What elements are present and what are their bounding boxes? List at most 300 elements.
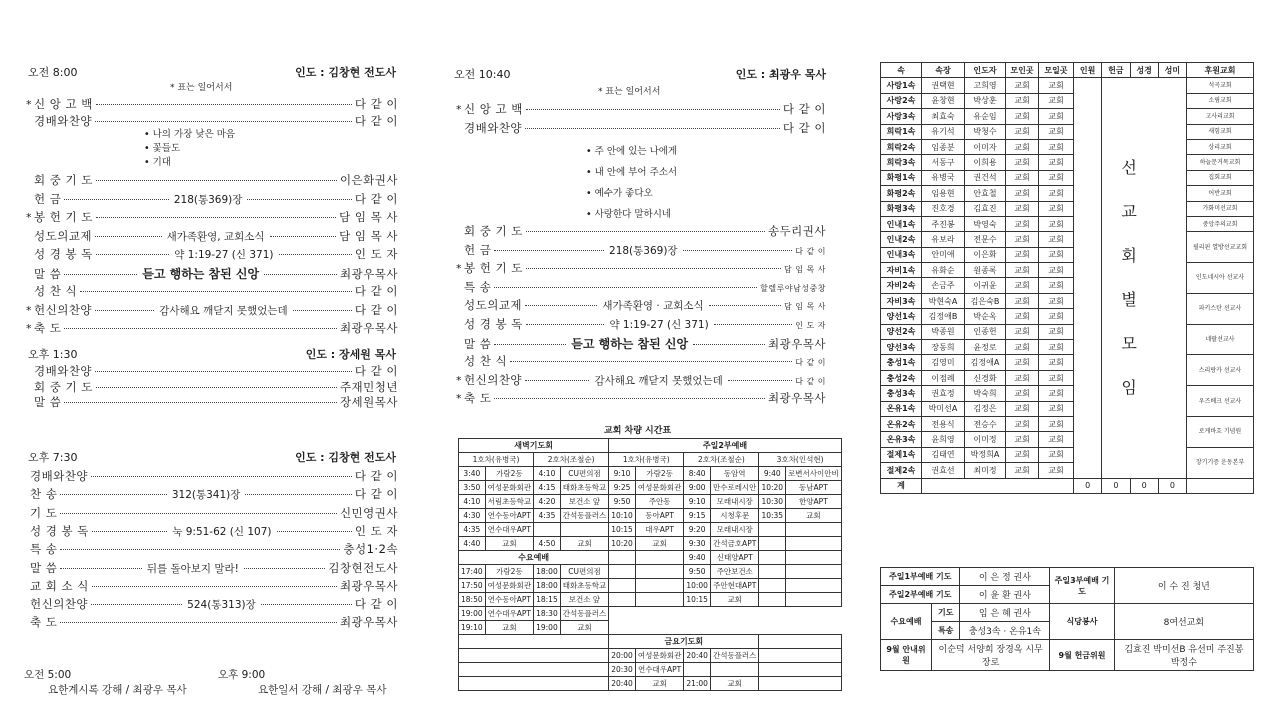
standing-mark: * xyxy=(26,98,32,111)
schedule-cell: 17:50 xyxy=(459,579,486,593)
schedule-cell: 3호차(인석현) xyxy=(759,453,841,467)
order-row xyxy=(26,172,398,189)
roster-cell: 이미자 xyxy=(965,139,1006,154)
schedule-cell: 10:00 xyxy=(684,579,711,593)
roster-cell: 교회 xyxy=(1006,386,1039,401)
order-person: 인 도 자 xyxy=(795,321,827,330)
roster-cell: 교회 xyxy=(1039,370,1074,385)
schedule-cell: 여성문화회관 xyxy=(485,481,533,495)
schedule-cell: 주일2부예배 xyxy=(609,439,842,453)
duty-cell: 주일1부예배 기도 xyxy=(881,568,960,586)
roster-header: 성미 xyxy=(1158,63,1186,78)
leader-dots xyxy=(96,180,337,181)
order-row xyxy=(26,228,398,245)
order-person: 최광우목사 xyxy=(767,336,827,351)
roster-cell: 사랑1속 xyxy=(881,78,922,93)
schedule-cell: 태화초등학교 xyxy=(560,579,608,593)
schedule-cell: 4:35 xyxy=(534,509,561,523)
order-person: 김창현전도사 xyxy=(328,560,398,575)
duty-cell: 식당봉사 xyxy=(1050,604,1114,640)
schedule-cell: 20:00 xyxy=(609,649,636,663)
praise-song-list xyxy=(586,141,677,225)
schedule-cell: 3:40 xyxy=(459,467,486,481)
roster-cell: 김태연 xyxy=(922,447,965,462)
order-label: 특 송 xyxy=(30,542,58,557)
roster-cell: 윤정로 xyxy=(965,340,1006,355)
roster-cell: 김정은 xyxy=(965,401,1006,416)
order-label: 성 경 봉 독 xyxy=(30,523,89,538)
leader-dots xyxy=(728,380,792,381)
schedule-cell: 9:40 xyxy=(759,467,786,481)
service-header-1040am xyxy=(454,66,826,82)
order-person: 최광우목사 xyxy=(339,321,398,335)
order-person: 다 같 이 xyxy=(354,469,398,483)
roster-row xyxy=(881,232,1254,247)
order-row xyxy=(30,578,398,595)
schedule-row xyxy=(459,565,842,579)
order-row xyxy=(456,279,826,296)
schedule-cell: 여성문화회관 xyxy=(635,481,683,495)
duty-row xyxy=(881,640,1254,671)
duty-roster-table xyxy=(880,567,1254,671)
schedule-cell xyxy=(759,523,786,537)
total-cell: 0 xyxy=(1074,478,1102,493)
roster-row xyxy=(881,355,1254,370)
order-row xyxy=(456,390,826,407)
service-header-8am xyxy=(28,64,396,80)
leader-dots xyxy=(494,398,765,399)
order-label: 회 중 기 도 xyxy=(34,379,93,394)
schedule-cell xyxy=(560,523,608,537)
roster-cell: 온유2속 xyxy=(881,416,922,431)
schedule-cell: 교회 xyxy=(560,621,608,635)
order-row xyxy=(34,363,398,380)
leader-dots xyxy=(60,494,166,495)
order-detail: 듣고 행하는 참된 신앙 xyxy=(571,336,689,351)
schedule-row xyxy=(459,453,842,467)
duty-cell: 기도 xyxy=(931,604,960,622)
footer-time: 오후 9:00 xyxy=(218,669,266,681)
roster-cell: 교회 xyxy=(1006,355,1039,370)
order-detail: 약 1:19-27 (신 371) xyxy=(609,319,709,331)
leader-dots xyxy=(95,121,352,122)
schedule-cell: 10:30 xyxy=(759,495,786,509)
leader-dots xyxy=(92,531,167,532)
roster-cell: 교회 xyxy=(1039,309,1074,324)
schedule-cell: 10:35 xyxy=(759,509,786,523)
schedule-cell: 9:15 xyxy=(684,509,711,523)
order-row xyxy=(34,394,398,411)
roster-cell: 교회 xyxy=(1039,324,1074,339)
order-label: 경배와찬양 xyxy=(30,469,89,483)
praise-song: • 예수가 좋다오 xyxy=(586,183,677,204)
praise-song: • 내 안에 부어 주소서 xyxy=(586,162,677,183)
order-label: 봉 헌 기 도 xyxy=(464,261,523,276)
service-time: 오전 10:40 xyxy=(454,68,511,81)
schedule-cell: 4:15 xyxy=(534,481,561,495)
order-detail: 감사해요 깨닫지 못했었는데 xyxy=(594,374,723,387)
schedule-cell: 17:40 xyxy=(459,565,486,579)
order-label: 성도의교제 xyxy=(464,298,523,313)
roster-cell: 교회 xyxy=(1006,263,1039,278)
roster-cell: 유보라 xyxy=(922,232,965,247)
praise-song: • 사랑한다 말하시네 xyxy=(586,204,677,225)
order-person: 할렐루야남성중창 xyxy=(760,283,826,293)
service-header-130pm xyxy=(28,346,396,362)
roster-row xyxy=(881,170,1254,185)
schedule-row xyxy=(459,523,842,537)
schedule-cell xyxy=(786,579,842,593)
leader-dots xyxy=(510,361,792,362)
schedule-cell: 신태양APT xyxy=(710,551,758,565)
schedule-cell: 동아APT xyxy=(635,509,683,523)
schedule-cell: 1호차(유병국) xyxy=(459,453,534,467)
roster-cell: 김정애A xyxy=(965,355,1006,370)
schedule-cell: 2호차(조철순) xyxy=(684,453,759,467)
leader-dots xyxy=(526,109,780,110)
order-label: 특 송 xyxy=(464,279,492,294)
roster-cell: 교회 xyxy=(1039,263,1074,278)
leader-dots xyxy=(709,305,781,306)
leader-dots xyxy=(95,236,162,237)
schedule-cell: 주안보건소 xyxy=(710,565,758,579)
order-label: 찬 송 xyxy=(30,487,58,502)
leader-dots xyxy=(247,199,351,200)
night-service-footer xyxy=(218,668,386,698)
leader-dots xyxy=(525,128,780,129)
order-row xyxy=(456,372,826,389)
leader-dots xyxy=(91,476,352,477)
schedule-row xyxy=(459,607,842,621)
order-row xyxy=(30,468,398,485)
supported-church: 필리핀 열방선교교회 xyxy=(1187,232,1254,263)
praise-song: • 꽃들도 xyxy=(144,142,235,156)
roster-cell: 교회 xyxy=(1006,370,1039,385)
schedule-cell xyxy=(759,537,786,551)
order-detail: 감사해요 깨닫지 못했었는데 xyxy=(159,304,288,317)
schedule-cell: 9:00 xyxy=(684,481,711,495)
leader-dots xyxy=(60,549,340,550)
order-person: 이은화권사 xyxy=(339,173,398,187)
roster-cell: 교회 xyxy=(1006,293,1039,308)
roster-cell: 희락1속 xyxy=(881,124,922,139)
service-header-730pm xyxy=(28,449,396,465)
roster-cell: 교회 xyxy=(1006,124,1039,139)
schedule-cell: 4:10 xyxy=(459,495,486,509)
roster-cell: 인내3속 xyxy=(881,247,922,262)
roster-cell: 교회 xyxy=(1039,109,1074,124)
roster-header: 인도자 xyxy=(965,63,1006,78)
leader-dots xyxy=(526,231,765,232)
schedule-cell xyxy=(759,663,841,677)
mission-char: 임 xyxy=(1121,377,1137,397)
schedule-cell: 18:00 xyxy=(534,579,561,593)
roster-cell: 충성2속 xyxy=(881,370,922,385)
order-row xyxy=(26,246,398,263)
schedule-cell: 9:40 xyxy=(684,551,711,565)
roster-cell: 교회 xyxy=(1006,170,1039,185)
schedule-cell: 9:50 xyxy=(684,565,711,579)
roster-cell: 교회 xyxy=(1039,340,1074,355)
schedule-cell xyxy=(786,565,842,579)
schedule-row xyxy=(459,537,842,551)
roster-row xyxy=(881,416,1254,431)
schedule-cell xyxy=(609,593,636,607)
order-person: 충성1·2속 xyxy=(343,542,398,557)
supported-church: 스리랑카 선교사 xyxy=(1187,355,1254,386)
order-label: 말 씀 xyxy=(34,266,62,281)
leader-dots xyxy=(525,305,597,306)
order-label: 축 도 xyxy=(464,391,492,406)
standing-mark: * xyxy=(456,103,462,116)
order-label: 기 도 xyxy=(30,505,58,520)
roster-cell: 고희영 xyxy=(965,78,1006,93)
schedule-cell xyxy=(459,635,609,649)
schedule-cell: 2호차(조철순) xyxy=(534,453,609,467)
mission-char: 선 xyxy=(1121,157,1137,177)
order-person: 다 같 이 xyxy=(354,364,398,378)
duty-cell: 이 은 정 권사 xyxy=(960,568,1050,586)
schedule-cell: 교회 xyxy=(485,621,533,635)
schedule-cell xyxy=(609,607,842,635)
duty-cell: 특송 xyxy=(931,622,960,640)
schedule-cell xyxy=(609,579,636,593)
schedule-cell: 교회 xyxy=(635,677,683,691)
roster-cell: 교회 xyxy=(1039,416,1074,431)
supported-church: 네팔선교사 xyxy=(1187,324,1254,355)
roster-row xyxy=(881,124,1254,139)
roster-cell: 주진봉 xyxy=(922,216,965,231)
duty-cell: 주일3부예배 기도 xyxy=(1050,568,1114,604)
schedule-cell xyxy=(759,649,841,663)
roster-cell: 교회 xyxy=(1039,278,1074,293)
leader-dots xyxy=(494,250,604,251)
roster-cell: 최미정 xyxy=(965,463,1006,478)
order-row xyxy=(456,260,826,277)
leader-dots xyxy=(64,328,337,329)
order-person: 담 임 목 사 xyxy=(339,228,399,243)
duty-cell: 이 수 진 청년 xyxy=(1114,568,1253,604)
roster-cell: 교회 xyxy=(1039,463,1074,478)
schedule-row xyxy=(459,677,842,691)
order-person: 최광우목사 xyxy=(339,615,398,630)
schedule-cell: 교회 xyxy=(560,537,608,551)
total-cell: 0 xyxy=(1130,478,1158,493)
roster-header: 후원교회 xyxy=(1187,63,1254,78)
footer-desc: 요한일서 강해 / 최광우 목사 xyxy=(258,684,387,696)
roster-cell: 김효진 xyxy=(965,201,1006,216)
supported-church: 우즈베크 선교사 xyxy=(1187,386,1254,417)
order-label: 헌신의찬양 xyxy=(30,597,89,612)
order-detail: 312(통341)장 xyxy=(171,489,241,502)
leader-dots xyxy=(92,586,337,587)
duty-cell: 이순덕 서양희 장경옥 시무장로 xyxy=(931,640,1049,671)
order-person: 담 임 목 사 xyxy=(783,302,826,312)
roster-cell: 교회 xyxy=(1006,109,1039,124)
leader-dots xyxy=(64,402,337,403)
order-label: 신 앙 고 백 xyxy=(34,97,93,111)
roster-cell: 박영숙 xyxy=(965,216,1006,231)
service-time: 오후 1:30 xyxy=(28,348,78,361)
roster-header: 헌금 xyxy=(1102,63,1130,78)
roster-cell: 교회 xyxy=(1006,324,1039,339)
roster-cell: 박청수 xyxy=(965,124,1006,139)
bus-schedule-table xyxy=(458,438,842,691)
roster-cell: 전문수 xyxy=(965,232,1006,247)
leader-dots xyxy=(96,254,169,255)
order-label: 신 앙 고 백 xyxy=(464,102,523,116)
order-person: 인 도 자 xyxy=(354,247,398,261)
schedule-cell: 4:40 xyxy=(459,537,486,551)
duty-cell: 8여선교회 xyxy=(1114,604,1253,640)
supported-church: 가화미선교회 xyxy=(1187,201,1254,216)
roster-cell: 교회 xyxy=(1006,463,1039,478)
order-label: 헌 금 xyxy=(34,191,62,206)
order-row xyxy=(26,96,398,113)
schedule-cell: 18:50 xyxy=(459,593,486,607)
roster-row xyxy=(881,201,1254,216)
roster-row xyxy=(881,263,1254,278)
order-person: 주재민청년 xyxy=(339,379,398,394)
leader-dots xyxy=(245,494,351,495)
roster-header-row xyxy=(881,63,1254,78)
standing-mark: * xyxy=(26,322,32,335)
order-person: 담 임 목 사 xyxy=(339,210,398,224)
supported-church: 로게바흐 기념원 xyxy=(1187,416,1254,447)
order-detail: 눅 9:51-62 (신 107) xyxy=(172,525,272,538)
roster-row xyxy=(881,155,1254,170)
schedule-cell xyxy=(759,565,786,579)
order-person: 다 같 이 xyxy=(795,358,826,368)
schedule-cell: 19:10 xyxy=(459,621,486,635)
leader-dots xyxy=(96,387,337,388)
schedule-cell: 9:10 xyxy=(609,467,636,481)
order-row xyxy=(26,283,398,300)
order-person: 송두리권사 xyxy=(767,224,826,238)
schedule-cell: 주안동 xyxy=(635,495,683,509)
schedule-cell xyxy=(459,663,609,677)
roster-cell: 교회 xyxy=(1039,401,1074,416)
roster-cell: 교회 xyxy=(1006,232,1039,247)
schedule-cell: 10:15 xyxy=(609,523,636,537)
schedule-cell xyxy=(459,677,609,691)
schedule-cell: 대우APT xyxy=(635,523,683,537)
roster-cell: 이귀윤 xyxy=(965,278,1006,293)
duty-cell: 이 윤 환 권사 xyxy=(960,586,1050,604)
roster-cell: 화평1속 xyxy=(881,170,922,185)
roster-cell: 안효철 xyxy=(965,186,1006,201)
total-cell: 0 xyxy=(1158,478,1186,493)
order-label: 헌신의찬양 xyxy=(34,302,93,317)
schedule-cell: 간석금호APT xyxy=(710,537,758,551)
roster-cell: 교회 xyxy=(1006,201,1039,216)
order-label: 회 중 기 도 xyxy=(464,224,523,238)
duty-cell: 9월 헌금위원 xyxy=(1050,640,1114,671)
order-detail: 218(통369)장 xyxy=(173,193,243,206)
schedule-cell xyxy=(534,523,561,537)
standing-mark: * xyxy=(26,303,32,317)
order-person: 다 같 이 xyxy=(782,102,826,116)
schedule-row xyxy=(459,495,842,509)
supported-church: 집회교회 xyxy=(1187,170,1254,185)
schedule-cell: 10:20 xyxy=(609,537,636,551)
order-label: 봉 헌 기 도 xyxy=(34,210,93,224)
order-person: 장세원목사 xyxy=(339,395,398,409)
mission-char: 모 xyxy=(1121,333,1137,353)
order-person: 최광우목사 xyxy=(339,266,399,281)
standing-mark: * xyxy=(456,373,462,387)
roster-cell: 자비3속 xyxy=(881,293,922,308)
order-label: 회 중 기 도 xyxy=(34,173,93,187)
supported-church: 상리교회 xyxy=(1187,139,1254,154)
schedule-cell: 20:30 xyxy=(609,663,636,677)
roster-cell: 임용현 xyxy=(922,186,965,201)
roster-cell: 절제2속 xyxy=(881,463,922,478)
roster-cell: 인내1속 xyxy=(881,216,922,231)
supported-church: 장기기증 운동본부 xyxy=(1187,447,1254,478)
roster-cell: 인내2속 xyxy=(881,232,922,247)
mission-label xyxy=(1102,78,1187,478)
roster-row xyxy=(881,293,1254,308)
schedule-row xyxy=(459,509,842,523)
schedule-cell: 8:40 xyxy=(684,467,711,481)
roster-cell: 교회 xyxy=(1006,309,1039,324)
order-row xyxy=(456,120,826,137)
roster-cell: 양선3속 xyxy=(881,340,922,355)
order-label: 성 찬 식 xyxy=(464,354,508,369)
schedule-cell: 간석동플러스 xyxy=(560,607,608,621)
schedule-cell: 교회 xyxy=(710,677,758,691)
roster-cell: 교회 xyxy=(1006,416,1039,431)
order-label: 성도의교제 xyxy=(34,228,93,243)
schedule-cell: 주안현대APT xyxy=(710,579,758,593)
order-detail: 약 1:19-27 (신 371) xyxy=(174,249,274,261)
roster-cell: 인종헌 xyxy=(965,324,1006,339)
service-time: 오후 7:30 xyxy=(28,451,78,464)
leader-dots xyxy=(95,310,154,311)
schedule-cell xyxy=(710,663,758,677)
roster-cell: 박숙희 xyxy=(965,386,1006,401)
schedule-cell: 9:20 xyxy=(684,523,711,537)
schedule-cell: 연수대우APT xyxy=(485,607,533,621)
duty-cell: 수요예배 xyxy=(881,604,932,640)
roster-header: 속장 xyxy=(922,63,965,78)
roster-cell: 교회 xyxy=(1039,216,1074,231)
leader-dots xyxy=(683,250,793,251)
roster-cell: 손금주 xyxy=(922,278,965,293)
schedule-cell xyxy=(759,551,786,565)
service-leader: 인도 : 김창현 전도사 xyxy=(295,451,396,464)
roster-header: 모인곳 xyxy=(1006,63,1039,78)
order-detail: 218(통369)장 xyxy=(609,244,678,257)
roster-cell: 교회 xyxy=(1039,170,1074,185)
roster-cell: 교회 xyxy=(1006,78,1039,93)
roster-cell: 장동희 xyxy=(922,340,965,355)
schedule-cell: 여성문화회관 xyxy=(635,649,683,663)
order-person: 다 같 이 xyxy=(354,191,399,206)
leader-dots xyxy=(96,104,352,105)
order-label: 말 씀 xyxy=(34,395,62,409)
leader-dots xyxy=(60,513,337,514)
order-row xyxy=(34,379,398,396)
roster-cell: 진호경 xyxy=(922,201,965,216)
leader-dots xyxy=(526,268,781,269)
roster-cell: 박상훈 xyxy=(965,93,1006,108)
schedule-cell xyxy=(759,579,786,593)
leader-dots xyxy=(270,236,337,237)
leader-dots xyxy=(64,274,137,275)
service-time: 오전 8:00 xyxy=(28,66,78,79)
